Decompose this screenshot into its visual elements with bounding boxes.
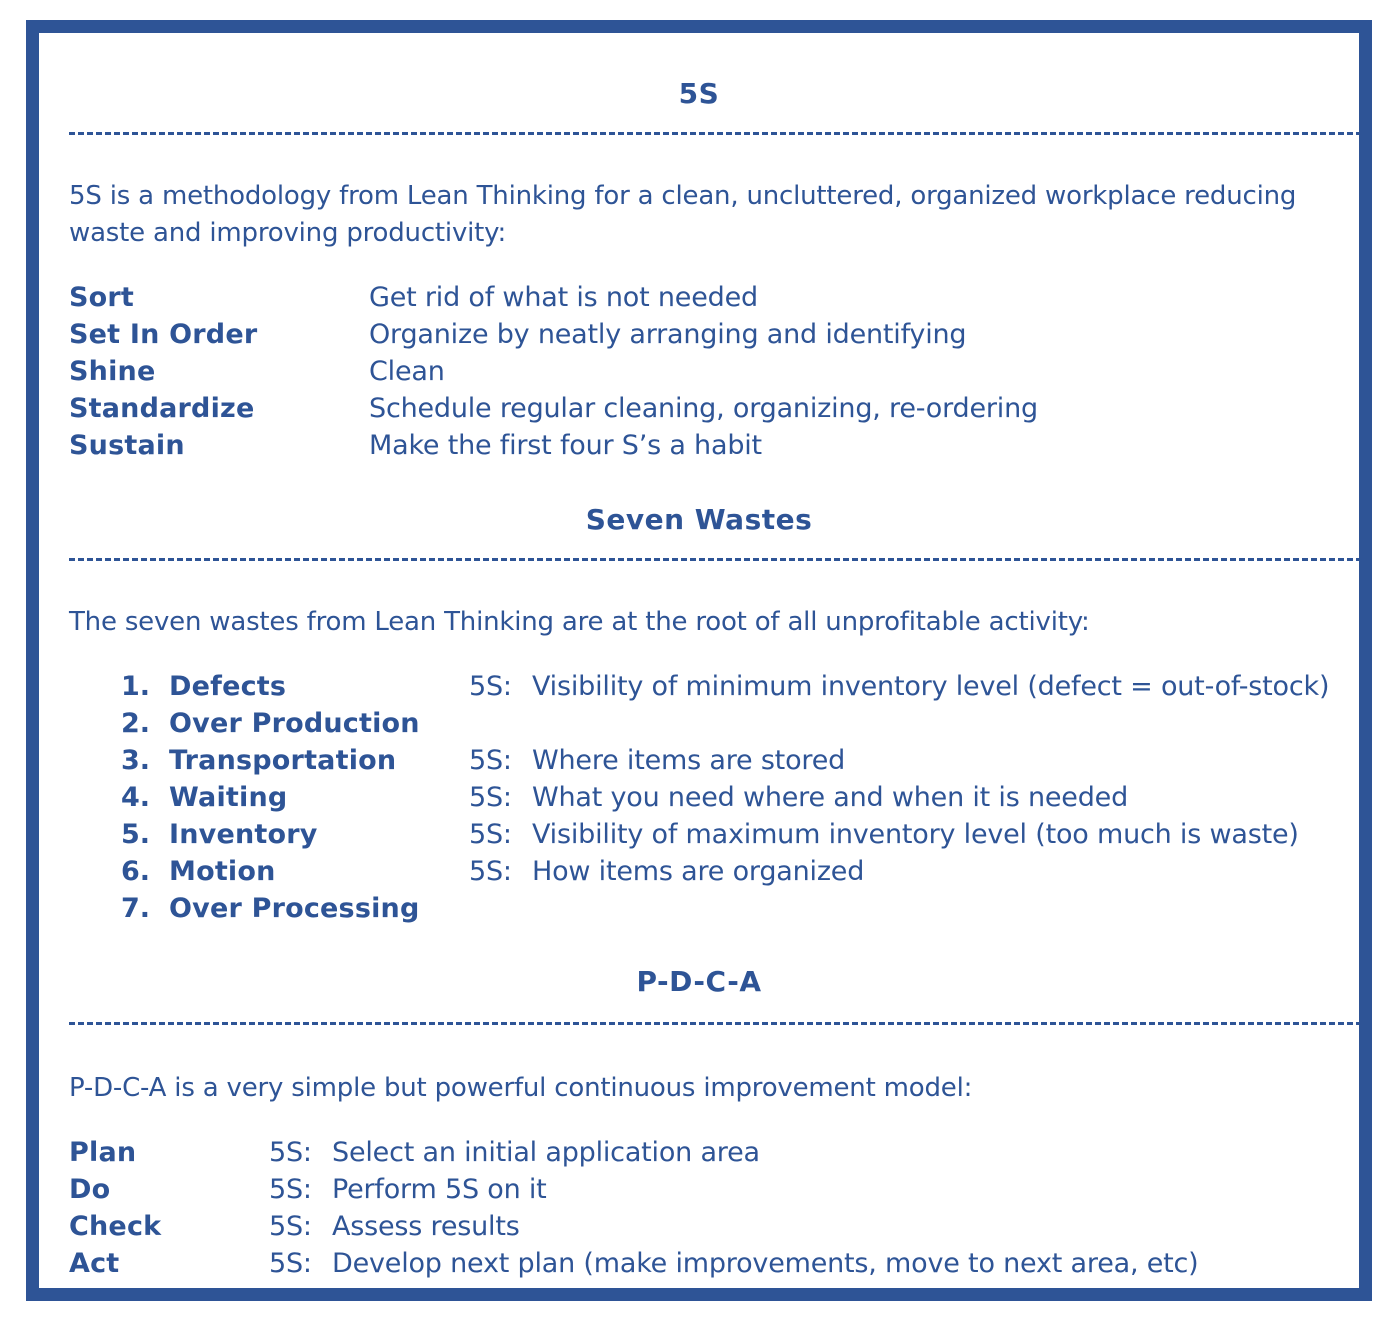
item-number: 5. (121, 819, 151, 850)
prefix: 5S: (469, 856, 512, 887)
term: Shine (69, 356, 156, 387)
section-title-5s: 5S (678, 77, 720, 110)
term: Over Processing (169, 893, 420, 924)
term: Waiting (169, 782, 288, 813)
intro-seven-wastes: The seven wastes from Lean Thinking are at the root of all unprofitable activity: (69, 607, 1090, 637)
intro-5s: 5S is a methodology from Lean Thinking for a clean, uncluttered, organized workplace reducing waste and improving productivity: (69, 181, 1297, 248)
section-divider (69, 558, 1362, 561)
description: How items are organized (532, 856, 865, 887)
term: Plan (69, 1137, 137, 1168)
description: Perform 5S on it (332, 1174, 547, 1205)
prefix: 5S: (269, 1248, 312, 1279)
item-number: 4. (121, 782, 151, 813)
term: Set In Order (69, 319, 258, 350)
term: Check (69, 1211, 162, 1242)
description: Visibility of maximum inventory level (too much is waste) (532, 819, 1299, 850)
item-number: 3. (121, 745, 151, 776)
section-title-pdca: P-D-C-A (636, 965, 762, 998)
term: Transportation (169, 745, 397, 776)
list-item (39, 742, 1359, 779)
item-number: 6. (121, 856, 151, 887)
list-item (69, 1134, 1349, 1171)
list-item (69, 316, 1349, 353)
prefix: 5S: (469, 782, 512, 813)
item-number: 2. (121, 708, 151, 739)
term: Motion (169, 856, 276, 887)
list-item (69, 353, 1349, 390)
term: Sustain (69, 430, 185, 461)
term: Defects (169, 671, 287, 702)
term: Sort (69, 282, 135, 313)
prefix: 5S: (469, 745, 512, 776)
description: Get rid of what is not needed (369, 282, 758, 313)
prefix: 5S: (269, 1174, 312, 1205)
description: Make the first four S’s a habit (369, 430, 762, 461)
section-divider (69, 1022, 1362, 1025)
prefix: 5S: (269, 1211, 312, 1242)
list-item (39, 779, 1359, 816)
description: Clean (369, 356, 445, 387)
description: What you need where and when it is needed (532, 782, 1129, 813)
document-frame (26, 20, 1372, 1301)
description: Organize by neatly arranging and identifying (369, 319, 967, 350)
list-item (69, 1208, 1349, 1245)
list-item (69, 279, 1349, 316)
description: Assess results (332, 1211, 520, 1242)
list-item (39, 705, 1359, 742)
description: Select an initial application area (332, 1137, 760, 1168)
term: Inventory (169, 819, 318, 850)
item-number: 7. (121, 893, 151, 924)
term: Act (69, 1248, 120, 1279)
list-item (39, 816, 1359, 853)
description: Where items are stored (532, 745, 846, 776)
term: Over Production (169, 708, 420, 739)
list-item (69, 390, 1349, 427)
section-title-seven-wastes: Seven Wastes (585, 503, 813, 536)
list-item (39, 853, 1359, 890)
description: Develop next plan (make improvements, move to next area, etc) (332, 1248, 1199, 1279)
list-item (69, 1171, 1349, 1208)
item-number: 1. (121, 671, 151, 702)
description: Schedule regular cleaning, organizing, re-ordering (369, 393, 1038, 424)
intro-pdca: P-D-C-A is a very simple but powerful continuous improvement model: (69, 1073, 973, 1103)
list-item (39, 668, 1359, 705)
section-divider (69, 132, 1362, 135)
term: Standardize (69, 393, 255, 424)
term: Do (69, 1174, 111, 1205)
prefix: 5S: (469, 671, 512, 702)
prefix: 5S: (469, 819, 512, 850)
description: Visibility of minimum inventory level (defect = out-of-stock) (532, 671, 1330, 702)
list-item (69, 1245, 1349, 1282)
list-item (39, 890, 1359, 927)
list-item (69, 427, 1349, 464)
prefix: 5S: (269, 1137, 312, 1168)
